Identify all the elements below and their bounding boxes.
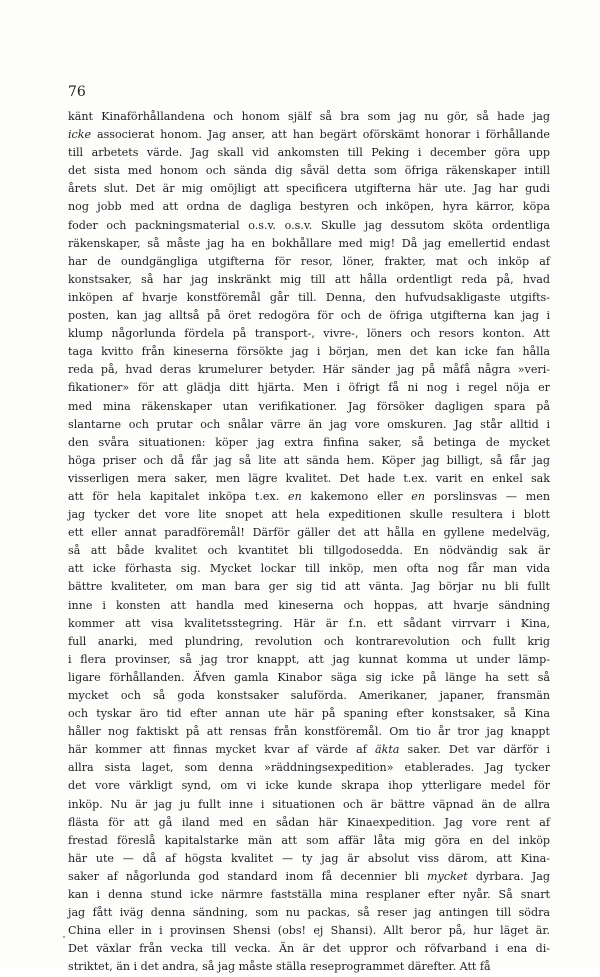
text-segment: allra sista laget, som denna »räddningsexpedition» etablerades. Jag tycker [68, 761, 550, 775]
text-segment: höga priser och då får jag så lite att sända hem. Köper jag billigt, så får jag [68, 453, 550, 467]
paper-speck [63, 936, 65, 938]
text-line [68, 379, 550, 397]
text-segment: flästa för att gå iland med en sådan här Kinaexpedition. Jag vore rent af [68, 815, 550, 829]
emphasized-text: en [288, 489, 302, 503]
text-line [68, 868, 550, 886]
text-line [68, 506, 550, 524]
text-segment: saker af någorlunda god standard inom få decennier bli [68, 869, 428, 883]
text-segment: här ute — då af högsta kvalitet — ty jag är absolut viss därom, att Kina- [68, 851, 550, 865]
emphasized-text: icke [68, 128, 92, 142]
text-segment: det sista med honom och sända dig såväl detta som öfriga räkenskaper intill [68, 164, 550, 178]
text-segment: att icke förhasta sig. Mycket lockar till inköp, men ofta nog får man vida [68, 562, 550, 576]
text-line [68, 687, 550, 705]
text-line [68, 633, 550, 651]
text-line [68, 126, 550, 144]
text-segment: kan i denna stund icke närmre fastställa mina resplaner efter nyår. Så snart [68, 888, 550, 902]
text-segment: att för hela kapitalet inköpa t.ex. [68, 489, 289, 503]
text-segment: foder och packningsmaterial o.s.v. o.s.v. Skulle jag dessutom sköta ordentliga [68, 218, 550, 232]
text-segment: reda på, hvad deras krumelurer betyder. Här sänder jag på måfå några »veri- [68, 363, 550, 377]
text-line [68, 108, 550, 126]
text-line [68, 814, 550, 832]
text-segment: mycket och så goda konstsaker saluförda. Amerikaner, japaner, fransmän [68, 689, 550, 702]
text-line [68, 796, 550, 814]
text-line [68, 144, 550, 162]
text-line [68, 253, 550, 271]
text-segment: China eller in i provinsen Shensi (obs! ej Shansi). Allt beror på, hur läget är. [68, 924, 550, 938]
text-segment: posten, kan jag alltså på öret redogöra för och de öfriga utgifterna kan jag i [68, 309, 550, 323]
text-line [68, 669, 550, 687]
text-segment: klump någorlunda fördela på transport-, vivre-, löners och resors konton. Att [68, 327, 550, 341]
text-line [68, 470, 550, 488]
text-line [68, 217, 550, 235]
text-line [68, 597, 550, 615]
text-segment: inköp. Nu är jag ju fullt inne i situationen och är bättre väpnad än de allra [68, 797, 550, 811]
text-line [68, 162, 550, 180]
text-line [68, 958, 550, 976]
text-segment: räkenskaper, så måste jag ha en bokhållare med mig! Då jag emellertid endast [68, 236, 550, 250]
text-line [68, 198, 550, 216]
letter-body-text [68, 108, 550, 977]
text-segment: associerat honom. Jag anser, att han begärt oförskämt honorar i förhållande [91, 128, 550, 142]
text-segment: den svåra situationen: köper jag extra finfina saker, så betinga de mycket [68, 435, 550, 449]
text-segment: konstsaker, så har jag inskränkt mig till att hålla ordentligt reda på, hvad [68, 272, 550, 286]
text-segment: slantarne och prutar och snålar värre än jag vore omskuren. Jag står alltid i [68, 417, 550, 431]
text-line [68, 705, 550, 723]
text-segment: visserligen mera saker, men lägre kvalitet. Det hade t.ex. varit en enkel sak [68, 471, 550, 485]
text-segment: ligare förhållanden. Äfven gamla Kinabor säga sig icke på länge ha sett så [68, 670, 550, 684]
text-segment: till arbetets värde. Jag skall vid ankomsten till Peking i december göra upp [68, 146, 550, 160]
text-segment: jag fått iväg denna sändning, som nu packas, så reser jag antingen till södra [68, 906, 550, 920]
text-segment: taga kvitto från kineserna försökte jag i början, men det kan icke fan hålla [68, 345, 550, 359]
text-segment: kakemono eller [301, 489, 412, 503]
text-line [68, 488, 550, 506]
text-segment: inköpen af hvarje konstföremål går till. Denna, den hufvudsakligaste utgifts- [68, 290, 550, 304]
text-segment: dyrbara. Jag [467, 869, 551, 883]
text-line [68, 759, 550, 777]
text-line [68, 398, 550, 416]
emphasized-text: mycket [427, 869, 468, 883]
text-segment: frestad föreslå kapitalstarke män att som affär låta mig göra en del inköp [68, 833, 550, 847]
text-segment: kommer att visa kvalitetsstegring. Här är f.n. ett sådant virrvarr i Kina, [68, 616, 550, 630]
text-segment: bättre kvaliteter, om man bara ger sig tid att vänta. Jag börjar nu bli fullt [68, 580, 550, 594]
text-line [68, 542, 550, 560]
text-line [68, 922, 550, 940]
emphasized-text: en [411, 489, 426, 503]
text-line [68, 723, 550, 741]
text-line [68, 452, 550, 470]
text-segment: saker. Det var därför i [399, 743, 550, 757]
text-segment: håller nog faktiskt på att rensas från konstföremål. Om tio år tror jag knappt [68, 725, 550, 739]
text-line [68, 904, 550, 922]
text-line [68, 777, 550, 795]
text-segment: i flera provinser, så jag tror knappt, att jag kunnat komma ut under lämp- [68, 652, 550, 666]
text-line [68, 832, 550, 850]
text-segment: inne i konsten att handla med kineserna och hoppas, att hvarje sändning [68, 598, 550, 612]
text-line [68, 615, 550, 633]
text-line [68, 651, 550, 669]
emphasized-text: äkta [374, 743, 400, 757]
text-segment: känt Kinaförhållandena och honom själf så bra som jag nu gör, så hade jag [68, 110, 550, 123]
text-line [68, 560, 550, 578]
text-line [68, 416, 550, 434]
text-line [68, 235, 550, 253]
text-segment: och tyskar äro tid efter annan ute här på spaning efter konstsaker, så Kina [68, 707, 550, 721]
text-segment: här kommer att finnas mycket kvar af värde af [68, 743, 375, 757]
text-line [68, 578, 550, 596]
text-line [68, 886, 550, 904]
text-line [68, 343, 550, 361]
text-line [68, 940, 550, 958]
text-line [68, 289, 550, 307]
text-segment: jag tycker det vore lite snopet att hela expeditionen skulle resultera i blott [68, 508, 550, 522]
text-segment: full anarki, med plundring, revolution och kontrarevolution och fullt krig [68, 634, 550, 648]
text-segment: så att både kvalitet och kvantitet bli tillgodosedda. En nödvändig sak är [68, 544, 550, 558]
text-segment: har de oundgängliga utgifterna för resor, löner, frakter, mat och inköp af [68, 254, 550, 268]
text-line [68, 271, 550, 289]
text-segment: ett eller annat paradföremål! Därför gäller det att hålla en gyllene medelväg, [68, 526, 550, 540]
text-segment: striktet, än i det andra, så jag måste ställa reseprogrammet därefter. Att få [68, 960, 491, 974]
text-line [68, 361, 550, 379]
text-segment: fikationer» för att glädja ditt hjärta. Men i öfrigt få ni nog i regel nöja er [68, 381, 550, 395]
text-segment: årets slut. Det är mig omöjligt att specificera utgifterna här ute. Jag har gudi [68, 182, 550, 196]
text-line [68, 524, 550, 542]
text-line [68, 850, 550, 868]
text-segment: det vore värkligt synd, om vi icke kunde skrapa ihop ytterligare medel för [68, 779, 550, 793]
text-segment: Det växlar från vecka till vecka. Än är det uppror och röfvarband i ena di- [68, 942, 550, 956]
text-segment: med mina räkenskaper utan verifikationer. Jag försöker dagligen spara på [68, 399, 550, 413]
text-line [68, 741, 550, 759]
text-segment: nog jobb med att ordna de dagliga bestyren och inköpen, hyra kärror, köpa [68, 200, 550, 214]
text-segment: porslinsvas — men [425, 489, 550, 503]
text-line [68, 180, 550, 198]
text-line [68, 434, 550, 452]
text-line [68, 325, 550, 343]
page-number: 76 [68, 84, 86, 100]
text-line [68, 307, 550, 325]
